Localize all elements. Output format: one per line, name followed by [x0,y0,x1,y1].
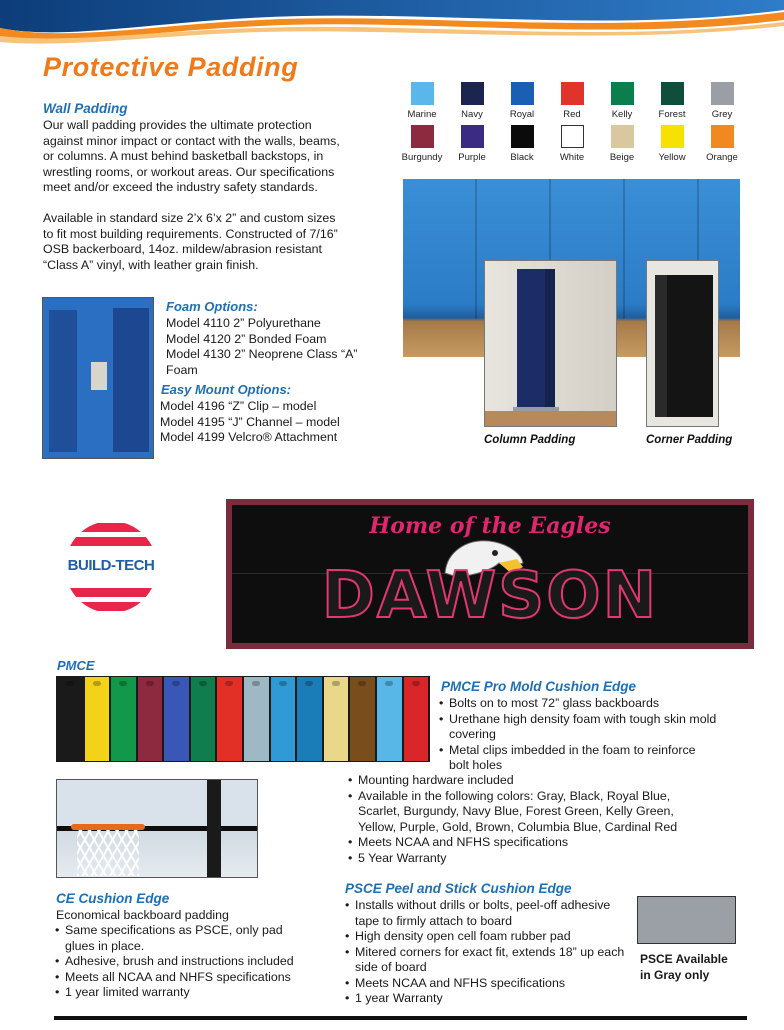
color-swatch-white [547,125,597,163]
color-label: Grey [711,109,733,120]
foam-options-heading: Foam Options: [166,299,258,314]
color-swatch-royal [497,82,547,120]
psce-bullet-list [343,898,625,1007]
color-label: Forest [658,109,686,120]
color-label: Purple [458,152,486,163]
wall-mount-photo [42,297,154,459]
color-label: Black [510,152,534,163]
wall-padding-sizes: Available in standard size 2’x 6’x 2” and custom sizes to fit most building requirements. Constructed of 7/16” OSB backerboard, 14oz. mildew/abrasion resistant “Class A” vinyl, with leather grain finish. [43,211,338,272]
ce-bullet: • Adhesive, brush and instructions included [53,954,313,970]
color-label: Marine [407,109,437,120]
easy-mount-heading: Easy Mount Options: [161,382,291,397]
easy-mount-list [160,399,390,446]
color-label: Kelly [611,109,633,120]
color-label: White [559,152,585,163]
color-chip [711,82,734,105]
psce-bullet: • Mitered corners for exact fit, extends 18” up each side of board [343,945,625,976]
color-chip [561,82,584,105]
corner-padding-caption: Corner Padding [646,434,733,446]
backboard-photo [56,779,258,878]
pmce-bullet: • Meets NCAA and NFHS specifications [346,835,706,851]
pmce-bullet-list [437,696,717,774]
psce-bullet: • Meets NCAA and NFHS specifications [343,976,625,992]
color-swatch-orange [697,125,747,163]
color-swatch-yellow [647,125,697,163]
column-padding-photo [484,260,617,427]
dawson-banner [226,499,754,649]
page-title: Protective Padding [43,52,299,82]
ce-bullet-list [53,923,313,1001]
pmce-pad [217,677,242,761]
pmce-bullet-list-wide [346,773,706,866]
ce-intro: Economical backboard padding [56,908,229,922]
psce-bullet: • High density open cell foam rubber pad [343,929,625,945]
logo-text: BUILD-TECH [67,557,155,574]
foam-option-item: Model 4130 2” Neoprene Class “A” Foam [166,347,358,377]
column-padding-caption: Column Padding [484,434,576,446]
pmce-pad [244,677,269,761]
pmce-color-strip [56,676,430,762]
color-label: Burgundy [401,152,443,163]
color-chip [461,82,484,105]
footer-rule [54,1016,747,1020]
color-chip [511,125,534,148]
pmce-bullet: • Mounting hardware included [346,773,706,789]
color-swatch-burgundy [397,125,447,163]
banner-tagline: Home of the Eagles [369,513,611,539]
color-label: Beige [609,152,635,163]
pmce-pad [138,677,163,761]
color-swatch-purple [447,125,497,163]
ce-bullet: • Meets all NCAA and NHFS specifications [53,970,313,986]
color-chip [611,82,634,105]
color-chip [561,125,584,148]
color-chip [711,125,734,148]
pmce-pad [350,677,375,761]
pmce-bullet: • Available in the following colors: Gray, Black, Royal Blue, Scarlet, Burgundy, Navy Blue, Forest Green, Kelly Green, Yellow, Purple, Gold, Brown, Columbia Blue, Cardinal Red [346,789,706,836]
color-swatch-marine [397,82,447,120]
color-chip [411,82,434,105]
pmce-pad [58,677,83,761]
color-chip [611,125,634,148]
color-swatch-forest [647,82,697,120]
psce-heading: PSCE Peel and Stick Cushion Edge [345,881,572,896]
foam-options-list [166,316,376,378]
pmce-bullet: • Bolts on to most 72” glass backboards [437,696,717,712]
pmce-pad [377,677,402,761]
psce-bullet: • 1 year Warranty [343,991,625,1007]
easy-mount-item: Model 4195 “J” Channel – model [160,414,340,429]
foam-option-item: Model 4110 2” Polyurethane [166,316,321,330]
psce-bullet: • Installs without drills or bolts, peel-off adhesive tape to firmly attach to board [343,898,625,929]
banner-name: DAWSON [321,559,659,633]
pmce-bullet: • Urethane high density foam with tough skin mold covering [437,712,717,743]
color-chip [661,82,684,105]
build-tech-logo [63,519,159,615]
color-chip [411,125,434,148]
ce-bullet: • 1 year limited warranty [53,985,313,1001]
color-swatch-kelly [597,82,647,120]
pmce-pad [404,677,429,761]
color-chip [661,125,684,148]
pmce-bullet: • 5 Year Warranty [346,851,706,867]
pmce-pad [164,677,189,761]
color-label: Navy [461,109,483,120]
color-chip [511,82,534,105]
pmce-pad [297,677,322,761]
color-swatch-beige [597,125,647,163]
wall-padding-heading: Wall Padding [43,101,128,116]
easy-mount-item: Model 4199 Velcro® Attachment [160,430,338,444]
pmce-label: PMCE [57,658,95,673]
pmce-heading: PMCE Pro Mold Cushion Edge [441,679,636,694]
corner-padding-photo [646,260,719,427]
psce-note-line: in Gray only [640,968,710,982]
header-swoosh [0,0,784,44]
color-swatch-grid [397,82,747,163]
pmce-pad [111,677,136,761]
color-swatch-black [497,125,547,163]
pmce-bullet: • Metal clips imbedded in the foam to reinforce bolt holes [437,743,717,774]
color-label: Yellow [658,152,686,163]
ce-heading: CE Cushion Edge [56,891,170,906]
foam-option-item: Model 4120 2” Bonded Foam [166,331,327,346]
pmce-pad [271,677,296,761]
color-chip [461,125,484,148]
pmce-pad [85,677,110,761]
wall-padding-description: Our wall padding provides the ultimate protection against minor impact or contact with the walls, beams, or columns. A must behind basketball backstops, in wrestling rooms, or workout areas. Our specifications meet and/or exceed the industry safety standards. [43,118,340,194]
color-label: Orange [706,152,738,163]
psce-availability-note [640,951,728,983]
color-swatch-grey [697,82,747,120]
psce-gray-swatch [637,896,736,944]
pmce-pad [191,677,216,761]
ce-bullet: • Same specifications as PSCE, only pad glues in place. [53,923,313,954]
pmce-pad [324,677,349,761]
easy-mount-item: Model 4196 “Z” Clip – model [160,399,317,413]
color-label: Royal [509,109,535,120]
color-label: Red [563,109,581,120]
psce-note-line: PSCE Available [640,952,728,966]
color-swatch-red [547,82,597,120]
color-swatch-navy [447,82,497,120]
